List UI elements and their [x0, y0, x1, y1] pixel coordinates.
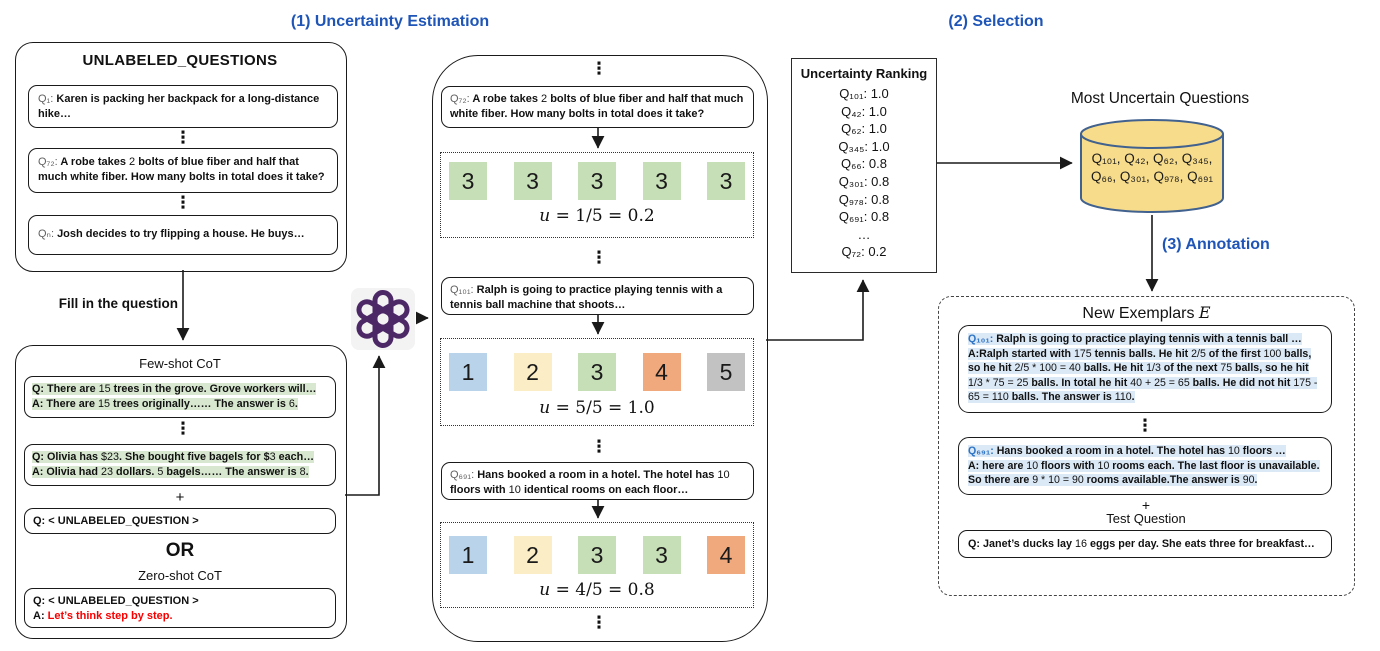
ranking-item: Q₃₀₁: 0.8: [838, 173, 890, 189]
example-question-line: Q: Olivia has $23. She bought five bagels for $3 each…: [32, 451, 315, 463]
answer-square: 3: [578, 162, 616, 200]
question-text: Ralph is going to practice playing tennis with a tennis ball machine that shoots…: [450, 284, 723, 311]
vertical-ellipsis: ⋮: [590, 248, 608, 267]
answer-square: 3: [514, 162, 552, 200]
example-question-line: Q: There are 15 trees in the grove. Grove workers will…: [32, 383, 317, 395]
question-label: Q₁:: [38, 93, 54, 105]
answer-square: 3: [449, 162, 487, 200]
question-text: Hans booked a room in a hotel. The hotel has 10 floors with 10 identical rooms on each floor…: [450, 469, 730, 496]
ranking-item: Q₆₉₁: 0.8: [838, 209, 890, 225]
question-text: A robe takes 2 bolts of blue fiber and half that much white fiber. How many bolts in total does it take?: [38, 156, 325, 183]
answer-square: 4: [643, 353, 681, 391]
question-text: Josh decides to try flipping a house. He buys…: [57, 228, 305, 240]
unlabeled-questions-title: UNLABELED_QUESTIONS: [82, 52, 278, 69]
exemplar-question-text: Hans booked a room in a hotel. The hotel has 10 floors …: [996, 445, 1286, 457]
few-shot-example-card: [24, 444, 336, 486]
new-exemplars-title-variable: E: [1198, 303, 1211, 322]
answer-squares-row: [441, 353, 753, 391]
step3-heading: (3) Annotation: [1162, 236, 1270, 253]
answers-container: [440, 338, 754, 426]
answers-container: [440, 522, 754, 608]
cylinder-question-ids: [1080, 150, 1224, 186]
ranking-item: Q₁₀₁: 1.0: [839, 86, 889, 101]
exemplar-card: [958, 437, 1332, 495]
zero-shot-question-line: Q: < UNLABELED_QUESTION >: [33, 595, 199, 607]
example-answer-line: A: Olivia had 23 dollars. 5 bagels…… The answer is 8.: [32, 466, 309, 478]
estimation-question-card: [441, 86, 754, 128]
answer-square: 2: [514, 353, 552, 391]
question-text: A robe takes 2 bolts of blue fiber and half that much white fiber. How many bolts in total does it take?: [450, 93, 744, 120]
answer-square: 3: [643, 162, 681, 200]
question-card-q72: [28, 148, 338, 193]
unlabeled-question-slot: Q: < UNLABELED_QUESTION >: [24, 508, 336, 534]
new-exemplars-title-text: New Exemplars: [1082, 305, 1199, 322]
uncertainty-formula: u = 1/5 = 0.2: [539, 206, 655, 226]
cylinder-line-1: Q₁₀₁, Q₄₂, Q₆₂, Q₃₄₅,: [1091, 151, 1213, 166]
uncertainty-formula: u = 5/5 = 1.0: [539, 398, 655, 418]
plus-sign: +: [175, 489, 185, 506]
or-label: OR: [165, 540, 195, 561]
most-uncertain-title: Most Uncertain Questions: [1070, 90, 1250, 107]
vertical-ellipsis: ⋮: [590, 437, 608, 456]
test-question-title: Test Question: [1106, 511, 1186, 526]
vertical-ellipsis: ⋮: [174, 128, 192, 147]
exemplar-question-label: Q₆₉₁:: [968, 445, 994, 457]
answer-square: 3: [578, 353, 616, 391]
question-label: Q₇₂:: [38, 156, 58, 168]
fill-in-question-label: Fill in the question: [58, 296, 178, 311]
vertical-ellipsis: ⋮: [174, 193, 192, 212]
zero-shot-trigger-text: Let’s think step by step.: [47, 610, 173, 622]
answer-square: 3: [707, 162, 745, 200]
question-card-q1: [28, 85, 338, 128]
exemplar-answer-text: A: here are 10 floors with 10 rooms each. The last floor is unavailable. So there are 9 * 10 = 90 rooms available.The answer is 90.: [968, 459, 1320, 487]
ranking-item: Q₄₂: 1.0: [841, 103, 887, 119]
step2-heading: (2) Selection: [948, 13, 1044, 30]
exemplar-answer-text: A:Ralph started with 175 tennis balls. He hit 2/5 of the first 100 balls, so he hit 2/5 * 100 = 40 balls. He hit 1/3 of the next 75 balls, so he hit 1/3 * 75 = 25 balls. In total he hit 40 + 25 = 65 balls. He did not hit 175 - 65 = 110 balls. The answer is 110.: [968, 347, 1318, 404]
ranking-item: Q₃₄₅: 1.0: [838, 138, 890, 154]
exemplar-question-label: Q₁₀₁:: [968, 333, 994, 345]
ranking-item: Q₇₂: 0.2: [841, 244, 887, 260]
cylinder-line-2: Q₆₆, Q₃₀₁, Q₉₇₈, Q₆₉₁: [1091, 169, 1213, 184]
few-shot-cot-title: Few-shot CoT: [139, 356, 221, 371]
zero-shot-card: [24, 588, 336, 628]
ranking-item: Q₆₂: 1.0: [841, 121, 887, 137]
test-question-card: Q: Janet’s ducks lay 16 eggs per day. She eats three for breakfast…: [958, 530, 1332, 558]
vertical-ellipsis: ⋮: [1136, 416, 1154, 435]
ranking-item: Q₆₆: 0.8: [841, 156, 887, 172]
ranking-ellipsis: …: [857, 226, 871, 242]
exemplar-card: [958, 325, 1332, 413]
answer-squares-row: [441, 162, 753, 200]
zero-shot-answer-prefix: A:: [33, 610, 48, 622]
question-label: Q₆₉₁:: [450, 469, 475, 481]
answer-square: 3: [578, 536, 616, 574]
exemplar-question-text: Ralph is going to practice playing tennis with a tennis ball …: [996, 333, 1302, 345]
answer-square: 5: [707, 353, 745, 391]
answer-square: 4: [707, 536, 745, 574]
question-card-qn: [28, 215, 338, 255]
answer-square: 1: [449, 353, 487, 391]
uncertainty-ranking-box: [791, 58, 937, 273]
question-label: Q₇₂:: [450, 93, 470, 105]
step1-heading: (1) Uncertainty Estimation: [290, 13, 490, 30]
answer-square: 3: [643, 536, 681, 574]
answer-square: 1: [449, 536, 487, 574]
answers-container: [440, 152, 754, 238]
estimation-question-card: [441, 462, 754, 500]
new-exemplars-title: [938, 303, 1355, 323]
answer-squares-row: [441, 536, 753, 574]
answer-square: 2: [514, 536, 552, 574]
uncertainty-formula: u = 4/5 = 0.8: [539, 580, 655, 600]
question-label: Qₙ:: [38, 228, 54, 240]
plus-sign: +: [1141, 497, 1151, 513]
vertical-ellipsis: ⋮: [590, 59, 608, 78]
question-text: Karen is packing her backpack for a long-distance hike…: [38, 93, 320, 120]
few-shot-example-card: [24, 376, 336, 418]
zero-shot-cot-title: Zero-shot CoT: [138, 568, 222, 583]
example-answer-line: A: There are 15 trees originally…… The answer is 6.: [32, 398, 298, 410]
question-label: Q₁₀₁:: [450, 284, 474, 296]
vertical-ellipsis: ⋮: [174, 419, 192, 438]
ranking-title: Uncertainty Ranking: [800, 66, 928, 81]
ranking-item: Q₉₇₈: 0.8: [838, 191, 890, 207]
vertical-ellipsis: ⋮: [590, 613, 608, 632]
estimation-question-card: [441, 277, 754, 315]
openai-logo: [350, 287, 416, 351]
